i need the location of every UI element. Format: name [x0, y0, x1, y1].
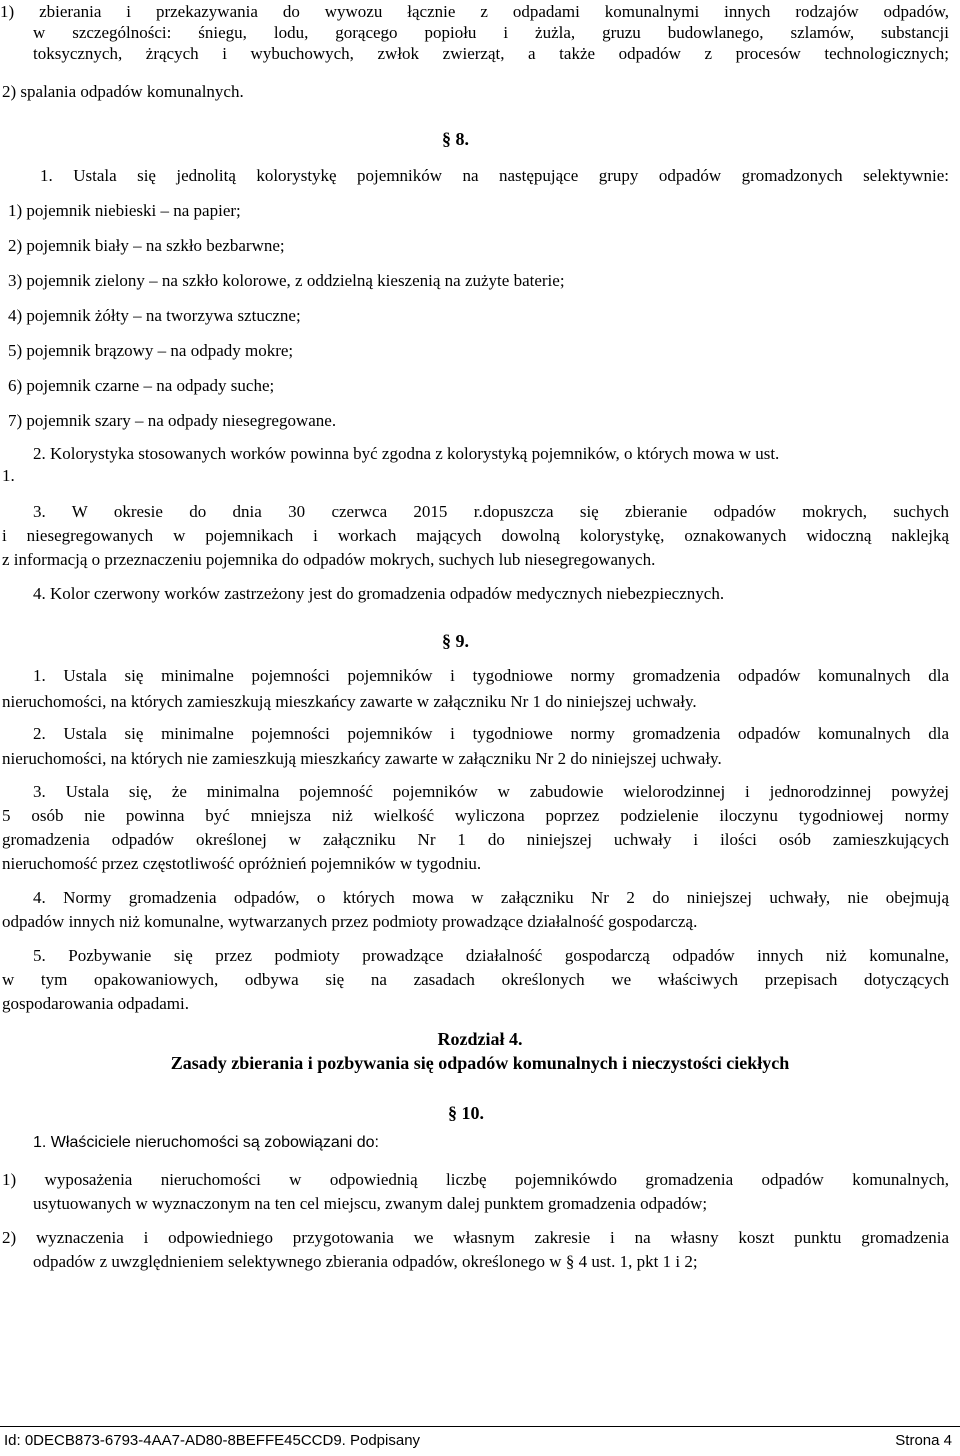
color-list-item: 5) pojemnik brązowy – na odpady mokre; [8, 341, 294, 360]
section-9-para-2: nieruchomości, na których nie zamieszkują mieszkańcy zawarte w załączniku Nr 2 do niniejszej uchwały. [2, 749, 722, 768]
section-8-para-1: 1. Ustala się jednolitą kolorystykę pojemników na następujące grupy odpadów gromadzonych selektywnie: [40, 166, 949, 185]
color-list-item: 3) pojemnik zielony – na szkło kolorowe, z oddzielną kieszenią na zużyte baterie; [8, 271, 565, 290]
section-9-para-4: 4. Normy gromadzenia odpadów, o których mowa w załączniku Nr 2 do niniejszej uchwały, nie obejmują [33, 888, 949, 907]
section-10-item-2: 2) wyznaczenia i odpowiedniego przygotowania we własnym zakresie i na własny koszt punktu gromadzenia [2, 1228, 949, 1247]
section-8-heading: § 8. [442, 129, 469, 149]
section-8-para-2: 2. Kolorystyka stosowanych worków powinna być zgodna z kolorystyką pojemników, o których mowa w ust. [33, 444, 780, 463]
intro-line: 1) zbierania i przekazywania do wywozu łącznie z odpadami komunalnymi innych rodzajów odpadów, [0, 2, 949, 21]
color-list-item: 1) pojemnik niebieski – na papier; [8, 201, 241, 220]
section-10-heading: § 10. [448, 1103, 484, 1123]
section-8-para-4: 4. Kolor czerwony worków zastrzeżony jest do gromadzenia odpadów medycznych niebezpiecznych. [33, 584, 725, 603]
intro-line: 2) spalania odpadów komunalnych. [2, 82, 244, 101]
section-9-para-4: odpadów innych niż komunalne, wytwarzanych przez podmioty prowadzące działalność gospodarczą. [2, 912, 698, 931]
section-9-para-3: 5 osób nie powinna być mniejsza niż wielkość wyliczona poprzez podzielenie iloczynu tygodniowej normy [2, 806, 949, 825]
section-9-para-5: 5. Pozbywanie się przez podmioty prowadzące działalność gospodarczą odpadów innych niż komunalne, [33, 946, 949, 965]
section-9-para-5: gospodarowania odpadami. [2, 994, 189, 1013]
chapter-subtitle: Zasady zbierania i pozbywania się odpadów komunalnych i nieczystości ciekłych [170, 1053, 790, 1073]
section-8-para-3: i niesegregowanych w pojemnikach i workach mających dowolną kolorystykę, oznakowanych widoczną naklejką [2, 526, 949, 545]
section-9-heading: § 9. [442, 631, 469, 651]
color-list-item: 4) pojemnik żółty – na tworzywa sztuczne; [8, 306, 301, 325]
section-9-para-1: 1. Ustala się minimalne pojemności pojemników i tygodniowe normy gromadzenia odpadów komunalnych dla [33, 666, 949, 685]
chapter-title: Rozdział 4. [437, 1029, 523, 1049]
color-list-item: 7) pojemnik szary – na odpady niesegregowane. [8, 411, 337, 430]
intro-line: toksycznych, żrących i wybuchowych, zwłok zwierząt, a także odpadów z procesów technologicznych; [33, 44, 949, 63]
section-10-item-2: odpadów z uwzględnieniem selektywnego zbierania odpadów, określonego w § 4 ust. 1, pkt 1 i 2; [33, 1252, 698, 1271]
section-9-para-2: 2. Ustala się minimalne pojemności pojemników i tygodniowe normy gromadzenia odpadów komunalnych dla [33, 724, 949, 743]
color-list-item: 2) pojemnik biały – na szkło bezbarwne; [8, 236, 285, 255]
section-9-para-1: nieruchomości, na których zamieszkują mieszkańcy zawarte w załączniku Nr 1 do niniejszej uchwały. [2, 692, 697, 711]
section-8-para-3: z informacją o przeznaczeniu pojemnika do odpadów mokrych, suchych lub niesegregowanych. [2, 550, 656, 569]
section-10-para-1: 1. Właściciele nieruchomości są zobowiązani do: [33, 1134, 379, 1151]
section-10-item-1: usytuowanych w wyznaczonym na ten cel miejscu, zwanym dalej punktem gromadzenia odpadów; [33, 1194, 708, 1213]
section-9-para-3: nieruchomość przez częstotliwość opróżnień pojemników w tygodniu. [2, 854, 482, 873]
section-10-item-1: 1) wyposażenia nieruchomości w odpowiednią liczbę pojemnikówdo gromadzenia odpadów komunalnych, [2, 1170, 949, 1189]
page-number: Strona 4 [895, 1432, 952, 1449]
section-9-para-3: gromadzenia odpadów określonej w załączniku Nr 1 do niniejszej uchwały i ilości osób zamieszkujących [2, 830, 949, 849]
document-id: Id: 0DECB873-6793-4AA7-AD80-8BEFFE45CCD9. Podpisany [4, 1432, 421, 1449]
section-8-para-2-tail: 1. [2, 466, 15, 485]
section-8-para-3: 3. W okresie do dnia 30 czerwca 2015 r.dopuszcza się zbieranie odpadów mokrych, suchych [33, 502, 949, 521]
intro-line: w szczególności: śniegu, lodu, gorącego popiołu i żużla, gruzu budowlanego, szlamów, substancji [33, 23, 949, 42]
section-9-para-3: 3. Ustala się, że minimalna pojemność pojemników w zabudowie wielorodzinnej i jednorodzinnej powyżej [33, 782, 949, 801]
section-9-para-5: w tym opakowaniowych, odbywa się na zasadach określonych we właściwych przepisach dotyczących [2, 970, 949, 989]
footer-divider [0, 1426, 960, 1427]
color-list-item: 6) pojemnik czarne – na odpady suche; [8, 376, 275, 395]
